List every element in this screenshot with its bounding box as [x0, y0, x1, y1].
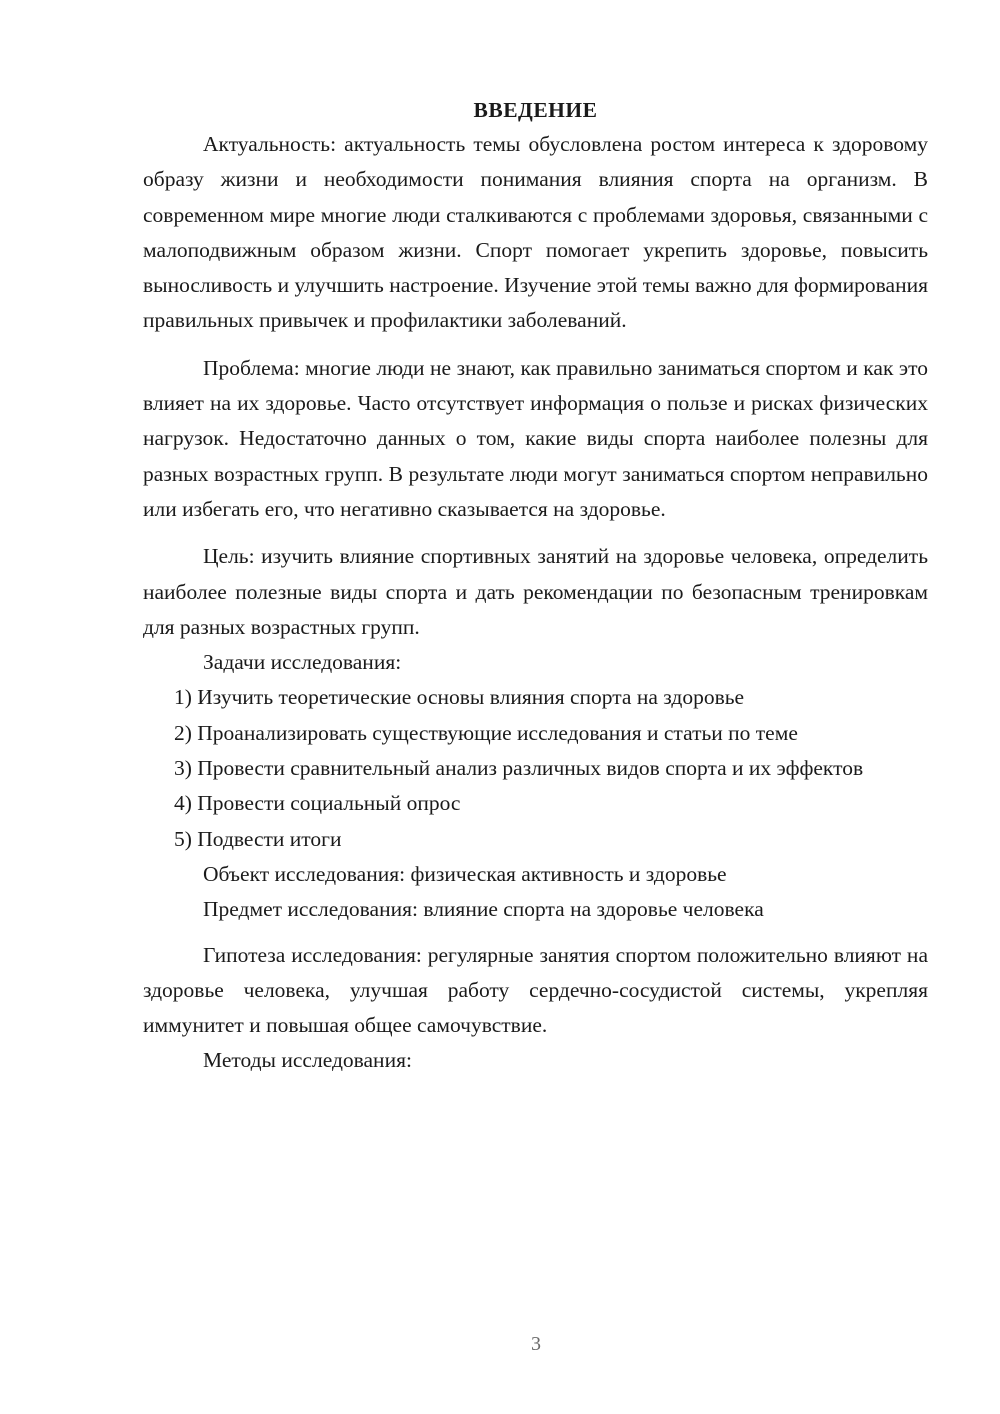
- page-number: 3: [531, 1333, 541, 1355]
- goal-paragraph: Цель: изучить влияние спортивных занятий на здоровье человека, определить наиболее полезные виды спорта и дать рекомендации по безопасным тренировкам для разных возрастных групп.: [143, 544, 928, 639]
- hypothesis-paragraph: Гипотеза исследования: регулярные занятия спортом положительно влияют на здоровье человека, улучшая работу сердечно-сосудистой системы, укрепляя иммунитет и повышая общее самочувствие.: [143, 942, 928, 1038]
- relevance-paragraph: Актуальность: актуальность темы обусловлена ростом интереса к здоровому образу жизни и необходимости понимания влияния спорта на организм. В современном мире многие люди сталкиваются с проблемами здоровья, связанными с малоподвижным образом жизни. Спорт помогает укрепить здоровье, повысить выносливость и улучшить настроение. Изучение этой темы важно для формирования правильных привычек и профилактики заболеваний.: [143, 132, 928, 333]
- task-item-5: 5) Подвести итоги: [174, 826, 342, 851]
- research-object: Объект исследования: физическая активность и здоровье: [203, 861, 727, 886]
- task-item-1: 1) Изучить теоретические основы влияния спорта на здоровье: [174, 685, 745, 710]
- research-subject: Предмет исследования: влияние спорта на здоровье человека: [203, 897, 764, 922]
- task-item-3: 3) Провести сравнительный анализ различных видов спорта и их эффектов: [174, 756, 864, 781]
- methods-heading: Методы исследования:: [203, 1048, 412, 1073]
- task-item-2: 2) Проанализировать существующие исследования и статьи по теме: [174, 720, 798, 745]
- section-title: ВВЕДЕНИЕ: [473, 98, 598, 122]
- task-item-4: 4) Провести социальный опрос: [174, 791, 461, 816]
- tasks-heading: Задачи исследования:: [203, 650, 402, 675]
- page-content: [143, 93, 928, 1079]
- problem-paragraph: Проблема: многие люди не знают, как правильно заниматься спортом и как это влияет на их здоровье. Часто отсутствует информация о пользе и рисках физических нагрузок. Недостаточно данных о том, какие виды спорта наиболее полезны для разных возрастных групп. В результате люди могут заниматься спортом неправильно или избегать его, что негативно сказывается на здоровье.: [143, 355, 928, 521]
